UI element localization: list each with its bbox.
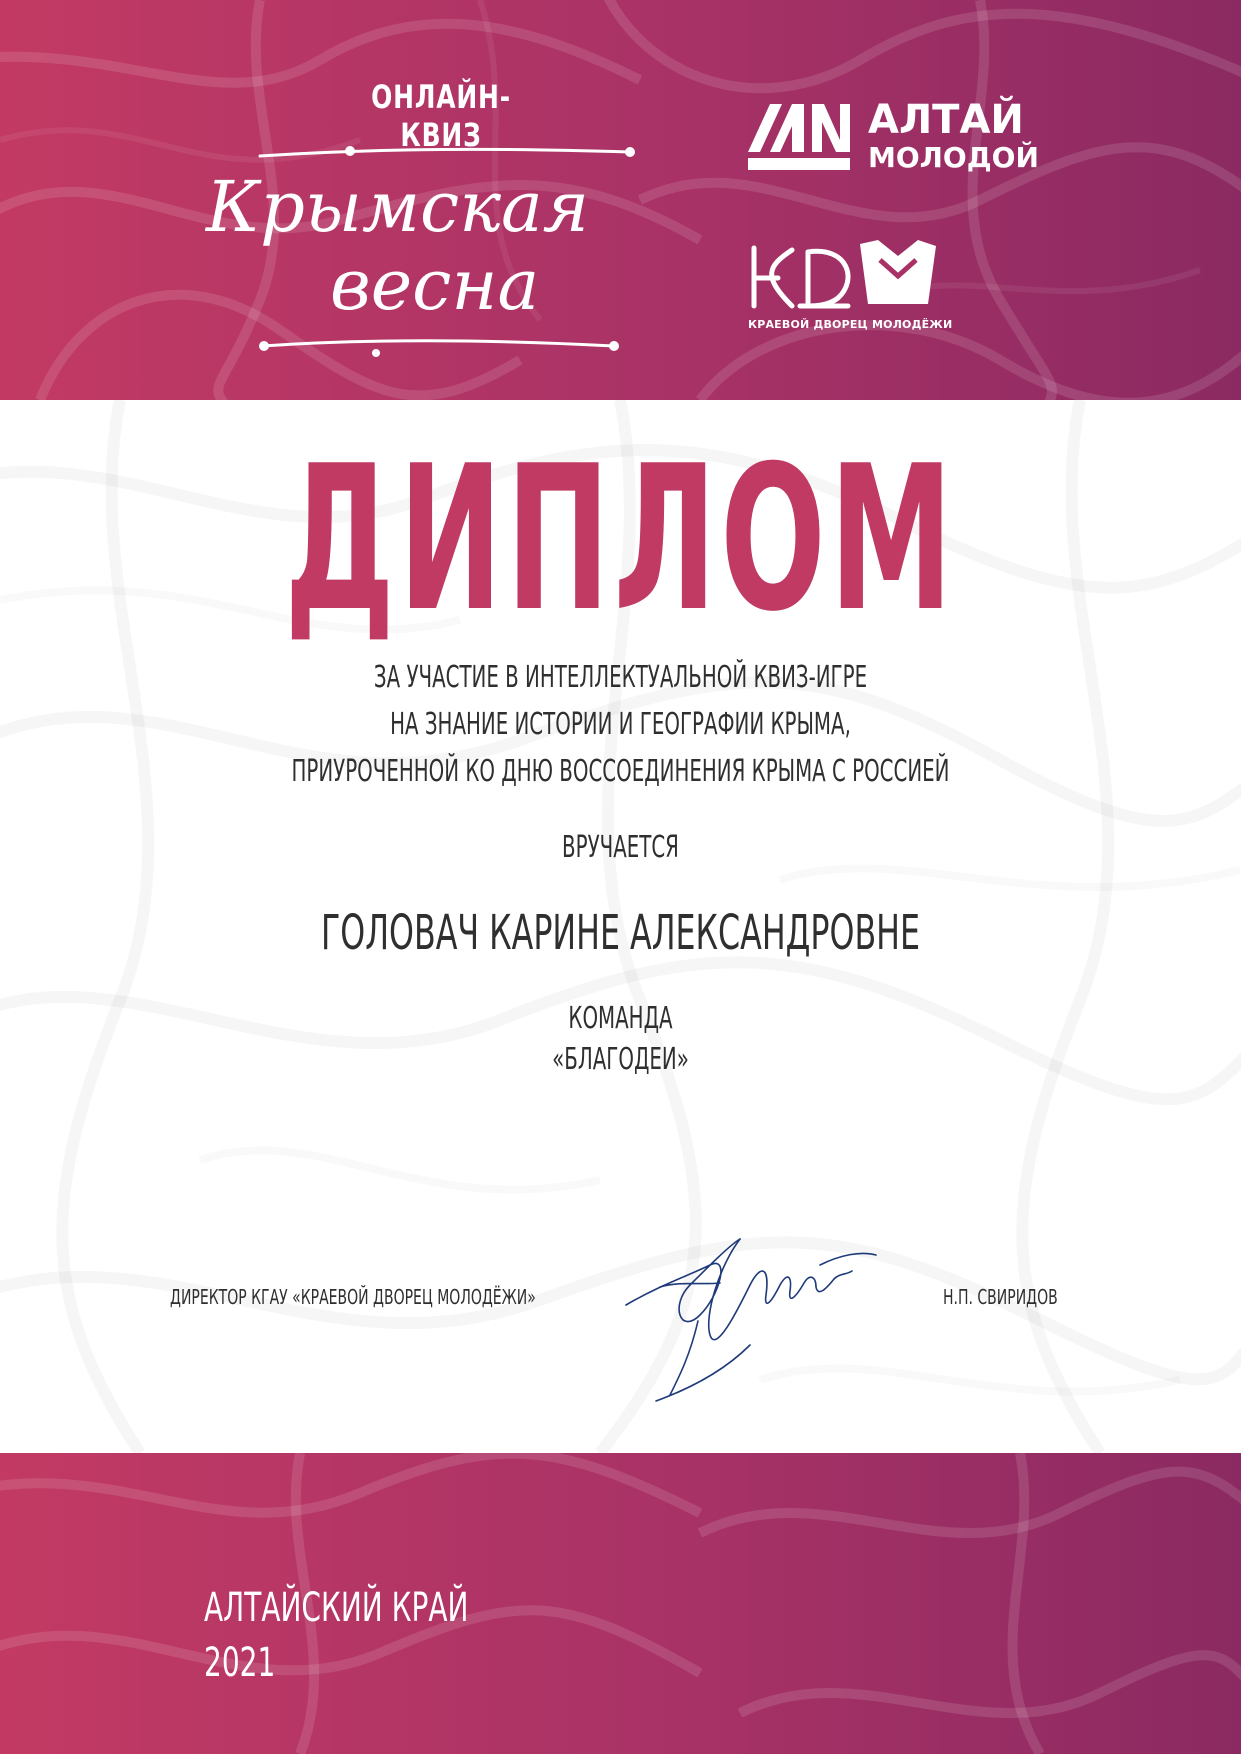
team-name: «БЛАГОДЕИ»: [552, 1042, 689, 1077]
footer-year: 2021: [204, 1640, 276, 1686]
diploma-title: ДИПЛОМ: [284, 423, 957, 656]
altai-molodoy-logo-icon: [746, 100, 852, 172]
kdm-caption: КРАЕВОЙ ДВОРЕЦ МОЛОДЁЖИ: [748, 318, 953, 331]
team-label: КОМАНДА: [568, 1001, 673, 1036]
quiz-title-line1: Крымская: [206, 166, 590, 248]
header-band: [0, 0, 1241, 400]
kdm-logo-icon: [748, 236, 938, 314]
awarded-label: ВРУЧАЕТСЯ: [562, 830, 679, 865]
signatory-name: Н.П. СВИРИДОВ: [943, 1285, 1058, 1309]
quiz-title-line2: весна: [330, 244, 540, 326]
org-logo-line2: МОЛОДОЙ: [868, 141, 1039, 174]
org-logo-line1: АЛТАЙ: [868, 97, 1024, 143]
footer-region: АЛТАЙСКИЙ КРАЙ: [204, 1585, 469, 1631]
reason-line-1: ЗА УЧАСТИЕ В ИНТЕЛЛЕКТУАЛЬНОЙ КВИЗ-ИГРЕ: [373, 660, 868, 695]
signatory-position: ДИРЕКТОР КГАУ «КРАЕВОЙ ДВОРЕЦ МОЛОДЁЖИ»: [170, 1285, 536, 1309]
recipient-name: ГОЛОВАЧ КАРИНЕ АЛЕКСАНДРОВНЕ: [320, 905, 921, 961]
reason-line-3: ПРИУРОЧЕННОЙ КО ДНЮ ВОССОЕДИНЕНИЯ КРЫМА С РОССИЕЙ: [291, 754, 950, 789]
leaf-pattern-bottom: [0, 1453, 1241, 1754]
reason-line-2: НА ЗНАНИЕ ИСТОРИИ И ГЕОГРАФИИ КРЫМА,: [390, 707, 851, 742]
footer-band: [0, 1453, 1241, 1754]
handwritten-signature: [620, 1225, 880, 1405]
quiz-kicker: ОНЛАЙН-КВИЗ: [371, 78, 511, 154]
